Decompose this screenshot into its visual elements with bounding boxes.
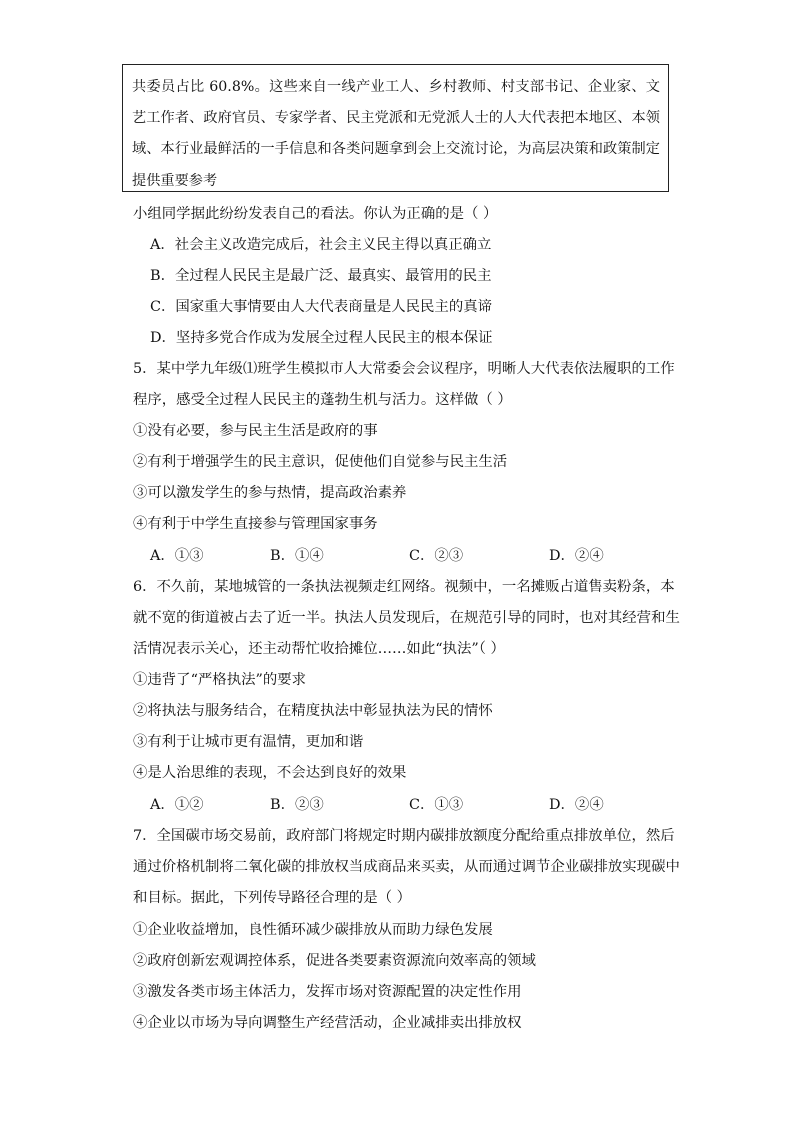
q6-choices <box>0 795 794 815</box>
q4-option-b: B．全过程人民民主是最广泛、最真实、最管用的民主 <box>150 268 492 284</box>
q5-item-4: ④有利于中学生直接参与管理国家事务 <box>133 516 378 532</box>
q6-item-4: ④是人治思维的表现，不会达到良好的效果 <box>133 765 407 781</box>
q6-stem-line2: 就不宽的街道被占去了近一半。执法人员发现后，在规范引导的同时，也对其经营和生 <box>133 610 680 626</box>
q5-choices <box>0 546 794 566</box>
q6-stem-line3: 活情况表示关心，还主动帮忙收拾摊位……如此“执法”（ ） <box>133 641 505 657</box>
q5-choice-b: B．①④ <box>270 548 324 564</box>
q7-item-3: ③激发各类市场主体活力，发挥市场对资源配置的决定性作用 <box>133 984 522 1000</box>
q4-option-a: A．社会主义改造完成后，社会主义民主得以真正确立 <box>150 237 492 253</box>
q5-stem-line1: 5．某中学九年级⑴班学生模拟市人大常委会会议程序，明晰人大代表依法履职的工作 <box>133 361 675 377</box>
q6-stem-line1: 6．不久前，某地城管的一条执法视频走红网络。视频中，一名摊贩占道售卖粉条，本 <box>133 579 675 595</box>
q7-item-4: ④企业以市场为导向调整生产经营活动，企业减排卖出排放权 <box>133 1015 522 1031</box>
q5-choice-c: C．②③ <box>409 548 464 564</box>
q7-stem-line3: 和目标。据此，下列传导路径合理的是（ ） <box>133 890 411 906</box>
q6-choice-c: C．①③ <box>409 797 464 813</box>
q6-choice-a: A．①② <box>150 797 204 813</box>
q5-choice-a: A．①③ <box>150 548 204 564</box>
q5-item-3: ③可以激发学生的参与热情，提高政治素养 <box>133 485 407 501</box>
q6-choice-d: D．②④ <box>549 797 604 813</box>
q6-choice-b: B．②③ <box>270 797 324 813</box>
q5-stem-line2: 程序，感受全过程人民民主的蓬勃生机与活力。这样做（ ） <box>133 392 512 408</box>
q7-stem-line2: 通过价格机制将二氧化碳的排放权当成商品来买卖，从而通过调节企业碳排放实现碳中 <box>133 859 680 875</box>
material-box <box>122 64 669 192</box>
q4-option-c: C．国家重大事情要由人大代表商量是人民民主的真谛 <box>150 299 492 315</box>
q7-item-2: ②政府创新宏观调控体系，促进各类要素资源流向效率高的领域 <box>133 953 536 969</box>
q6-item-3: ③有利于让城市更有温情，更加和谐 <box>133 734 364 750</box>
q7-stem-line1: 7．全国碳市场交易前，政府部门将规定时期内碳排放额度分配给重点排放单位，然后 <box>133 828 675 844</box>
q4-option-d: D．坚持多党合作成为发展全过程人民民主的根本保证 <box>150 330 493 346</box>
q7-item-1: ①企业收益增加，良性循环减少碳排放从而助力绿色发展 <box>133 922 493 938</box>
q6-item-1: ①违背了“严格执法”的要求 <box>133 672 307 688</box>
q5-item-2: ②有利于增强学生的民主意识，促使他们自觉参与民主生活 <box>133 454 508 470</box>
q5-choice-d: D．②④ <box>549 548 604 564</box>
q6-item-2: ②将执法与服务结合，在精度执法中彰显执法为民的情怀 <box>133 703 493 719</box>
q5-item-1: ①没有必要，参与民主生活是政府的事 <box>133 423 378 439</box>
q4-stem: 小组同学据此纷纷发表自己的看法。你认为正确的是（ ） <box>133 206 498 222</box>
material-text: 共委员占比 60.8%。这些来自一线产业工人、乡村教师、村支部书记、企业家、文艺工作者、政府官员、专家学者、民主党派和无党派人士的人大代表把本地区、本领域、本行业最鲜活的一手信息和各类问题拿到会上交流讨论，为高层决策和政策制定提供重要参考 <box>132 79 660 189</box>
